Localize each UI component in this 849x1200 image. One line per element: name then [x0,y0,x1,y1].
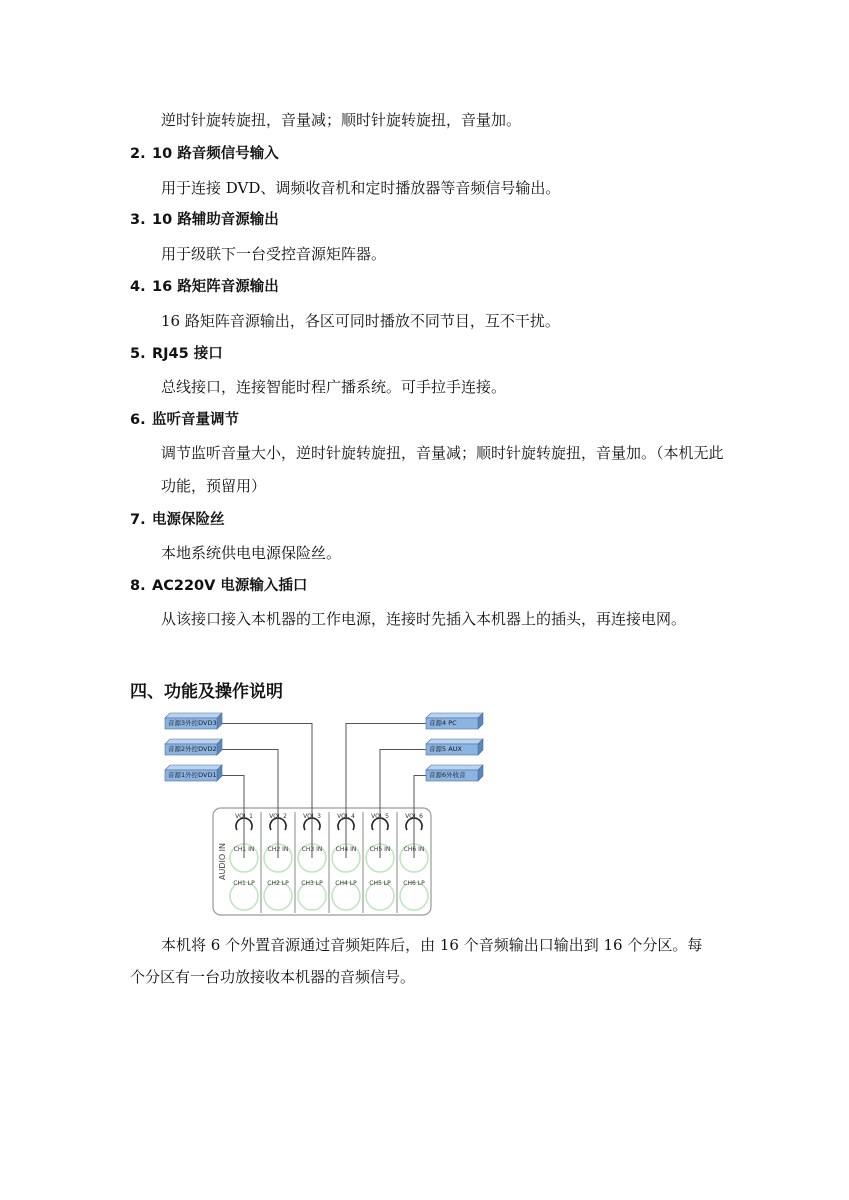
item-5-title: RJ45 接口 [152,346,223,362]
item-7-text: 本地系统供电电源保险丝。 [161,544,342,562]
item-5-number: 5. [130,346,146,362]
item-3-text: 用于级联下一台受控音源矩阵器。 [161,245,387,263]
item-4-text: 16 路矩阵音源输出，各区可同时播放不同节目，互不干扰。 [161,312,560,330]
box-top [426,765,483,770]
item-2-number: 2. [130,146,146,162]
lp-label: CH1 LP [233,880,255,887]
vol-label: VOL 1 [235,813,253,820]
section-paragraph [130,929,722,993]
lp-label: CH5 LP [369,880,391,887]
box-top [165,713,222,718]
source-label: 音源1外控DVD1 [168,771,217,779]
source-box-right [426,765,483,781]
item-3-title: 10 路辅助音源输出 [152,212,279,228]
item-8-text: 从该接口接入本机器的工作电源，连接时先插入本机器上的插头，再连接电网。 [161,610,687,628]
source-box-left [165,713,222,729]
in-label: CH1 IN [233,846,255,853]
section-paragraph-line-2: 个分区有一台功放接收本机器的音频信号。 [130,968,416,986]
item-7-title: 电源保险丝 [152,512,225,528]
in-label: CH4 IN [335,846,357,853]
item-1-text: 逆时针旋转旋扭，音量减；顺时针旋转旋扭，音量加。 [161,111,522,129]
lp-label: CH3 LP [301,880,323,887]
item-7-number: 7. [130,512,146,528]
vol-label: VOL 3 [303,813,321,820]
source-label: 音源3外控DVD3 [168,719,217,727]
item-6-text-cont: 功能，预留用） [161,477,267,495]
item-6-title: 监听音量调节 [152,412,239,428]
source-box-left [165,739,222,755]
vol-label: VOL 5 [371,813,389,820]
item-3-number: 3. [130,212,146,228]
source-label: 音源5 AUX [429,745,462,753]
item-5-text: 总线接口，连接智能时程广播系统。可手拉手连接。 [161,378,507,396]
source-box-right [426,739,483,755]
item-2-text: 用于连接 DVD、调频收音机和定时播放器等音频信号输出。 [161,179,561,197]
in-label: CH3 IN [301,846,323,853]
source-box-left [165,765,222,781]
item-6-text: 调节监听音量大小，逆时针旋转旋扭，音量减；顺时针旋转旋扭，音量加。（本机无此 [161,444,724,462]
lp-label: CH6 LP [403,880,425,887]
box-top [165,739,222,744]
vol-label: VOL 6 [405,813,423,820]
in-label: CH2 IN [267,846,289,853]
in-label: CH5 IN [369,846,391,853]
item-6-number: 6. [130,412,146,428]
item-8-number: 8. [130,578,146,594]
panel-label: AUDIO IN [218,842,227,880]
item-2-title: 10 路音频信号输入 [152,146,279,162]
item-8-title: AC220V 电源输入插口 [152,578,308,594]
source-label: 音源4 PC [429,719,457,727]
source-label: 音源2外控DVD2 [168,745,217,753]
paragraph-line-1-text: 本机将 6 个外置音源通过音频矩阵后，由 16 个音频输出口输出到 16 个分区。每 [161,936,703,954]
vol-label: VOL 2 [269,813,287,820]
box-top [165,765,222,770]
in-label: CH6 IN [403,846,425,853]
source-box-right [426,713,483,729]
vol-label: VOL 4 [337,813,355,820]
box-top [426,713,483,718]
lp-label: CH4 LP [335,880,357,887]
section-title: 四、功能及操作说明 [130,682,283,702]
box-top [426,739,483,744]
section-paragraph-line-1 [130,929,722,961]
item-4-title: 16 路矩阵音源输出 [152,279,279,295]
item-4-number: 4. [130,279,146,295]
source-label: 音源6外收音 [429,771,466,779]
lp-label: CH2 LP [267,880,289,887]
